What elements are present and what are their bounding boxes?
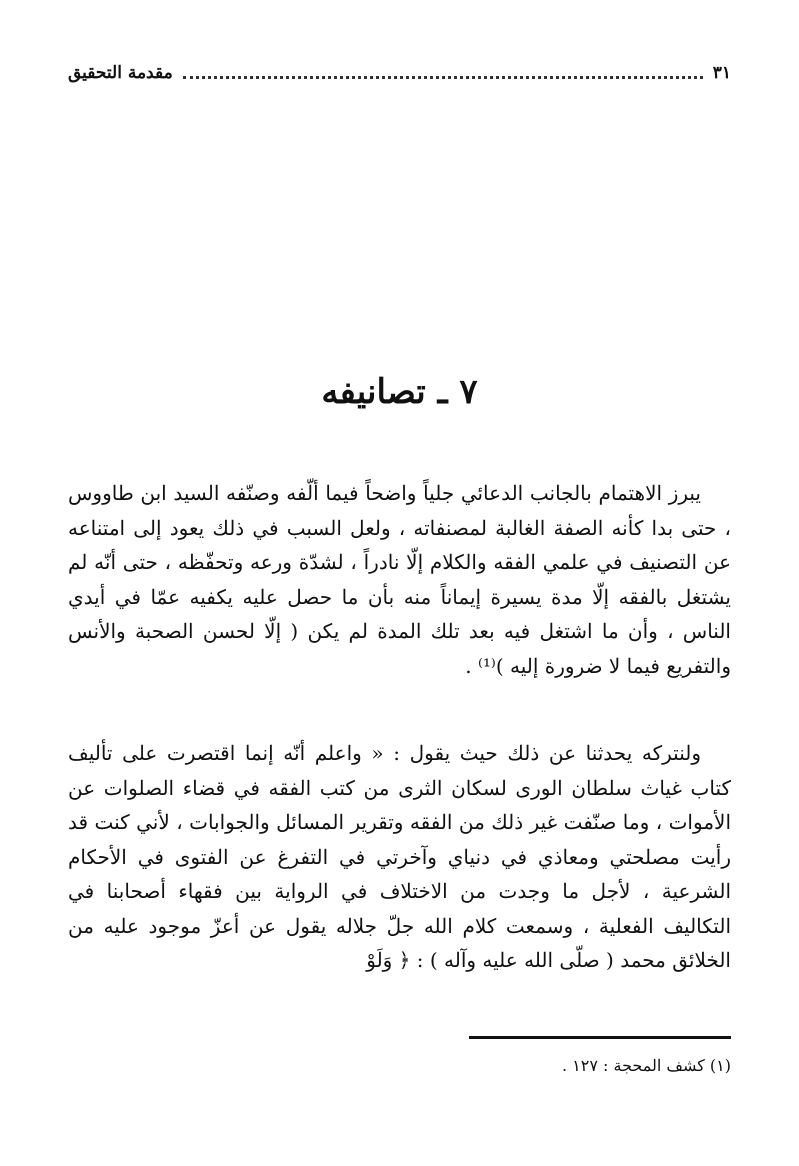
page-number: ٣١ [712, 63, 731, 83]
chapter-title: ٧ ـ تصانيفه [321, 372, 478, 412]
paragraph-text: ولنتركه يحدثنا عن ذلك حيث يقول : « واعلم أنّه إنما اقتصرت على تأليف كتاب غياث سلطان الورى لسكان الثرى من كتب الفقه في قضاء الصلوات عن الأموات ، وما صنّفت غير ذلك من الفقه وتقرير المسائل والجوابات ، لأني كنت قد رأيت مصلحتي ومعاذي في دنياي وآخرتي في التفرغ عن الفتوى في الأحكام الشرعية ، لأجل ما وجدت من الاختلاف في الرواية بين فقهاء أصحابنا في التكاليف الفعلية ، وسمعت كلام الله جلّ جلاله يقول عن أعزّ موجود عليه من الخلائق محمد ( صلّى الله عليه وآله ) : ﴿ وَلَوْ [68, 741, 731, 972]
paragraph-text: يبرز الاهتمام بالجانب الدعائي جلياً واضحاً فيما ألّفه وصنّفه السيد ابن طاووس ، حتى بدا كأنه الصفة الغالبة لمصنفاته ، ولعل السبب في ذلك يعود إلى امتناعه عن التصنيف في علمي الفقه والكلام إلّا نادراً ، لشدّة ورعه وتحفّظه ، حتى أنّه لم يشتغل بالفقه إلّا مدة يسيرة إيماناً منه بأن ما حصل عليه يكفيه عمّا في أيدي الناس ، وأن ما اشتغل فيه بعد تلك المدة لم يكن ( إلّا لحسن الصحبة والأنس والتفريع فيما لا ضرورة إليه )⁽¹⁾ . [68, 481, 731, 678]
paragraph-1 [68, 476, 731, 683]
footnote: (١) كشف المحجة : ١٢٧ . [561, 1056, 731, 1075]
paragraph-2 [68, 736, 731, 978]
running-header [68, 56, 731, 90]
header-section-title: مقدمة التحقيق [68, 63, 173, 83]
footnote-divider [469, 1036, 731, 1039]
dotted-leader [183, 76, 703, 79]
